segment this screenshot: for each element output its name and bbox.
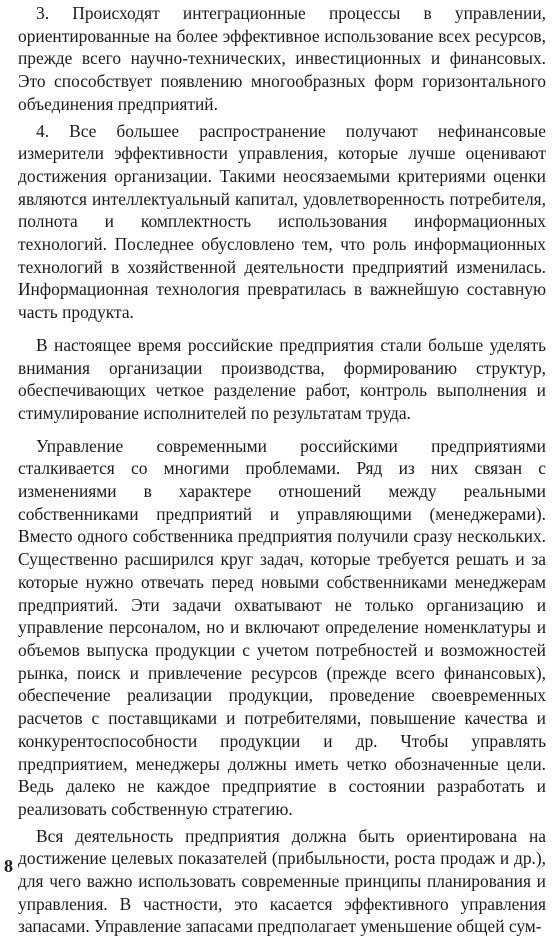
paragraph-integration-processes: 3. Происходят интеграционные процессы в управлении, ориентированные на более эффективное использование всех ресурсов, прежде всего научно-технических, инвестиционных и финансовых. Это способствует появлению многообразных форм горизонтального объединения предприятий.	[18, 3, 546, 114]
paragraph-management-problems: Управление современными российскими предприятиями сталкивается со многими проблемами. Ряд из них связан с изменениями в характере отношений между реальными собственниками предприятий и управляющими (менеджерами). Вместо одного собственника предприятия получили сразу нескольких. Существенно расширился круг задач, которые требуется решать и за которые нужно отвечать перед новыми собственниками менеджерам предприятий. Эти задачи охватывают не только организацию и управление персоналом, но и включают определение номенклатуры и объемов выпуска продукции с учетом потребностей и возможностей рынка, поиск и привлечение ресурсов (прежде всего финансовых), обеспечение реализации продукции, проведение своевременных расчетов с поставщиками и потребителями, повышение качества и конкурентоспособности продукции и др. Чтобы управлять предприятием, менеджеры должны иметь четко обозначенные цели. Ведь далеко не каждое предприятие в состоянии разработать и реализовать собственную стратегию.	[18, 435, 546, 819]
page-number: 8	[4, 856, 13, 876]
paragraph-russian-enterprises: В настоящее время российские предприятия стали больше уделять внимания организации производства, формированию структур, обеспечивающих четкое разделение работ, контроль выполнения и стимулирование исполнителей по результатам труда.	[18, 334, 546, 423]
page-body	[18, 2, 546, 942]
paragraph-nonfinancial-measures: 4. Все большее распространение получают нефинансовые измерители эффективности управления, которые лучше оценивают достижения организации. Такими неосязаемыми критериями оценки являются интеллектуальный капитал, удовлетворенность потребителя, полнота и комплектность использования информационных технологий. Последнее обусловлено тем, что роль информационных технологий в хозяйственной деятельности предприятий изменилась. Информационная технология превратилась в важнейшую составную часть продукта.	[18, 120, 546, 323]
paragraph-target-indicators: Вся деятельность предприятия должна быть ориентирована на достижение целевых показателей (прибыльности, роста продаж и др.), для чего важно использовать современные принципы планирования и управления. В частности, это касается эффективного управления запасами. Управление запасами предполагает уменьшение общей сум-	[18, 825, 546, 937]
